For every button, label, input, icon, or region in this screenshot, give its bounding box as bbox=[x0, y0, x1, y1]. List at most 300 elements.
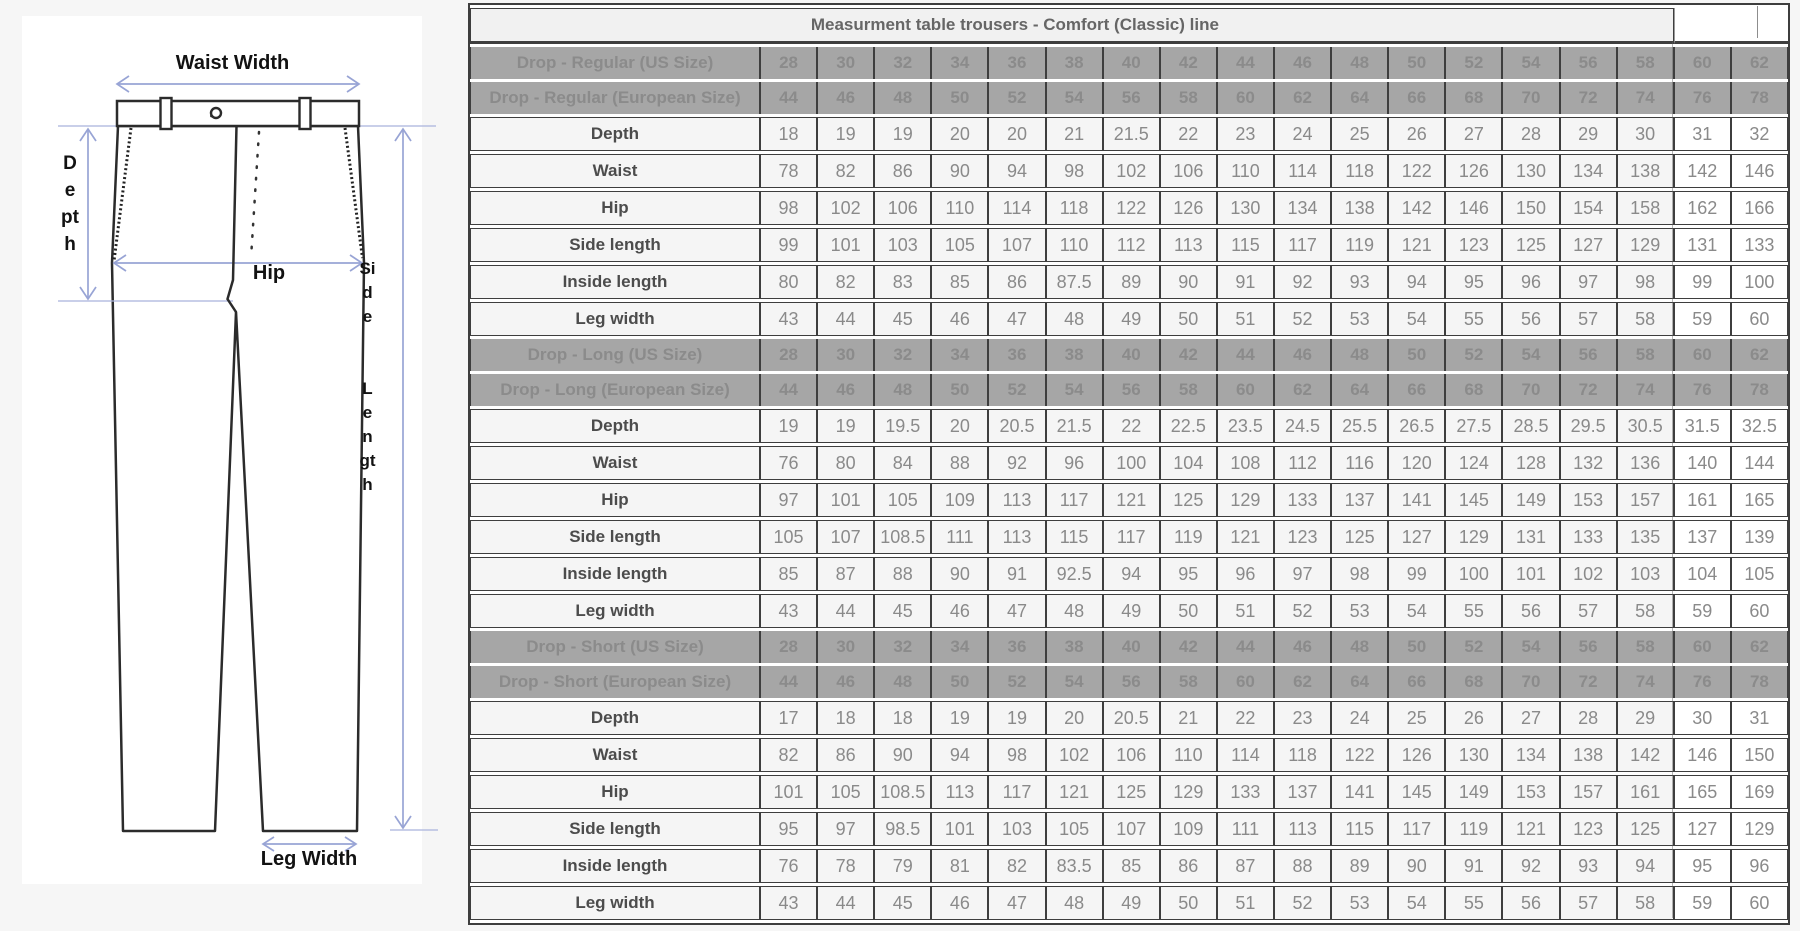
value-cell: 59 bbox=[1674, 594, 1731, 628]
value-cell: 45 bbox=[874, 302, 931, 336]
value-cell: 127 bbox=[1388, 520, 1445, 554]
value-cell: 121 bbox=[1046, 775, 1103, 809]
size-cell: 62 bbox=[1731, 339, 1788, 371]
value-cell: 22 bbox=[1103, 409, 1160, 443]
value-cell: 157 bbox=[1617, 483, 1674, 517]
value-cell: 111 bbox=[931, 520, 988, 554]
size-cell: 36 bbox=[988, 47, 1045, 79]
value-cell: 89 bbox=[1331, 849, 1388, 883]
value-cell: 46 bbox=[931, 886, 988, 920]
size-row-label: Drop - Long (European Size) bbox=[470, 374, 760, 406]
value-cell: 105 bbox=[1731, 557, 1788, 591]
value-cell: 17 bbox=[760, 701, 817, 735]
value-cell: 59 bbox=[1674, 886, 1731, 920]
size-cell: 56 bbox=[1560, 631, 1617, 663]
value-cell: 58 bbox=[1617, 594, 1674, 628]
value-cell: 44 bbox=[817, 886, 874, 920]
value-cell: 94 bbox=[1103, 557, 1160, 591]
value-cell: 91 bbox=[988, 557, 1045, 591]
size-cell: 46 bbox=[1274, 339, 1331, 371]
value-cell: 59 bbox=[1674, 302, 1731, 336]
value-cell: 131 bbox=[1502, 520, 1559, 554]
value-cell: 81 bbox=[931, 849, 988, 883]
measure-row bbox=[470, 701, 1788, 735]
size-cell: 48 bbox=[874, 666, 931, 698]
value-cell: 21.5 bbox=[1103, 117, 1160, 151]
value-cell: 114 bbox=[1217, 738, 1274, 772]
value-cell: 49 bbox=[1103, 594, 1160, 628]
depth-label: Depth bbox=[61, 153, 79, 255]
value-cell: 78 bbox=[760, 154, 817, 188]
value-cell: 31.5 bbox=[1674, 409, 1731, 443]
size-cell: 38 bbox=[1046, 339, 1103, 371]
value-cell: 27.5 bbox=[1445, 409, 1502, 443]
value-cell: 22 bbox=[1217, 701, 1274, 735]
value-cell: 119 bbox=[1445, 812, 1502, 846]
value-cell: 95 bbox=[1445, 265, 1502, 299]
value-cell: 162 bbox=[1674, 191, 1731, 225]
value-cell: 96 bbox=[1502, 265, 1559, 299]
value-cell: 19 bbox=[874, 117, 931, 151]
value-cell: 112 bbox=[1103, 228, 1160, 262]
size-cell: 74 bbox=[1617, 666, 1674, 698]
value-cell: 98 bbox=[988, 738, 1045, 772]
measure-row bbox=[470, 812, 1788, 846]
value-cell: 169 bbox=[1731, 775, 1788, 809]
size-row-us bbox=[470, 47, 1788, 79]
side-length-arrow bbox=[395, 129, 411, 828]
value-cell: 90 bbox=[931, 557, 988, 591]
value-cell: 138 bbox=[1560, 738, 1617, 772]
size-cell: 52 bbox=[1445, 47, 1502, 79]
value-cell: 55 bbox=[1445, 302, 1502, 336]
value-cell: 108.5 bbox=[874, 520, 931, 554]
size-cell: 44 bbox=[1217, 339, 1274, 371]
value-cell: 88 bbox=[931, 446, 988, 480]
value-cell: 133 bbox=[1217, 775, 1274, 809]
value-cell: 19 bbox=[931, 701, 988, 735]
value-cell: 121 bbox=[1388, 228, 1445, 262]
measure-row-label: Hip bbox=[470, 775, 760, 809]
value-cell: 96 bbox=[1046, 446, 1103, 480]
value-cell: 114 bbox=[988, 191, 1045, 225]
value-cell: 106 bbox=[1103, 738, 1160, 772]
value-cell: 21 bbox=[1046, 117, 1103, 151]
value-cell: 158 bbox=[1617, 191, 1674, 225]
table-header-row bbox=[470, 8, 1788, 44]
value-cell: 136 bbox=[1617, 446, 1674, 480]
value-cell: 122 bbox=[1103, 191, 1160, 225]
value-cell: 133 bbox=[1274, 483, 1331, 517]
value-cell: 53 bbox=[1331, 594, 1388, 628]
size-cell: 34 bbox=[931, 47, 988, 79]
size-cell: 52 bbox=[1445, 631, 1502, 663]
value-cell: 50 bbox=[1160, 594, 1217, 628]
value-cell: 43 bbox=[760, 886, 817, 920]
measure-row bbox=[470, 775, 1788, 809]
size-cell: 34 bbox=[931, 631, 988, 663]
value-cell: 135 bbox=[1617, 520, 1674, 554]
value-cell: 146 bbox=[1445, 191, 1502, 225]
measure-row-label: Inside length bbox=[470, 557, 760, 591]
value-cell: 166 bbox=[1731, 191, 1788, 225]
size-cell: 58 bbox=[1617, 47, 1674, 79]
value-cell: 24 bbox=[1331, 701, 1388, 735]
size-row-eu bbox=[470, 374, 1788, 406]
value-cell: 102 bbox=[1560, 557, 1617, 591]
value-cell: 48 bbox=[1046, 302, 1103, 336]
trousers-silhouette bbox=[112, 126, 364, 831]
measure-row-label: Waist bbox=[470, 738, 760, 772]
value-cell: 83.5 bbox=[1046, 849, 1103, 883]
value-cell: 60 bbox=[1731, 886, 1788, 920]
size-cell: 64 bbox=[1331, 666, 1388, 698]
value-cell: 96 bbox=[1217, 557, 1274, 591]
value-cell: 98 bbox=[760, 191, 817, 225]
value-cell: 87.5 bbox=[1046, 265, 1103, 299]
value-cell: 140 bbox=[1674, 446, 1731, 480]
value-cell: 60 bbox=[1731, 302, 1788, 336]
value-cell: 90 bbox=[874, 738, 931, 772]
value-cell: 112 bbox=[1274, 446, 1331, 480]
value-cell: 20 bbox=[931, 409, 988, 443]
value-cell: 99 bbox=[760, 228, 817, 262]
value-cell: 98 bbox=[1331, 557, 1388, 591]
value-cell: 108.5 bbox=[874, 775, 931, 809]
value-cell: 99 bbox=[1388, 557, 1445, 591]
value-cell: 110 bbox=[1046, 228, 1103, 262]
measure-row bbox=[470, 886, 1788, 920]
size-cell: 46 bbox=[1274, 47, 1331, 79]
value-cell: 101 bbox=[931, 812, 988, 846]
value-cell: 138 bbox=[1331, 191, 1388, 225]
value-cell: 125 bbox=[1617, 812, 1674, 846]
size-cell: 54 bbox=[1502, 631, 1559, 663]
size-cell: 52 bbox=[1445, 339, 1502, 371]
measure-row bbox=[470, 409, 1788, 443]
size-cell: 56 bbox=[1103, 82, 1160, 114]
value-cell: 126 bbox=[1160, 191, 1217, 225]
size-cell: 30 bbox=[817, 339, 874, 371]
value-cell: 146 bbox=[1731, 154, 1788, 188]
measure-row bbox=[470, 191, 1788, 225]
size-cell: 56 bbox=[1103, 374, 1160, 406]
size-cell: 48 bbox=[874, 374, 931, 406]
measure-row bbox=[470, 594, 1788, 628]
value-cell: 120 bbox=[1388, 446, 1445, 480]
measure-row-label: Depth bbox=[470, 701, 760, 735]
measure-row-label: Inside length bbox=[470, 849, 760, 883]
measure-row-label: Side length bbox=[470, 228, 760, 262]
value-cell: 97 bbox=[817, 812, 874, 846]
value-cell: 125 bbox=[1331, 520, 1388, 554]
size-cell: 78 bbox=[1731, 666, 1788, 698]
value-cell: 154 bbox=[1560, 191, 1617, 225]
value-cell: 117 bbox=[988, 775, 1045, 809]
size-cell: 72 bbox=[1560, 82, 1617, 114]
size-cell: 70 bbox=[1502, 666, 1559, 698]
value-cell: 57 bbox=[1560, 594, 1617, 628]
value-cell: 101 bbox=[817, 228, 874, 262]
value-cell: 82 bbox=[817, 154, 874, 188]
value-cell: 87 bbox=[1217, 849, 1274, 883]
value-cell: 30 bbox=[1674, 701, 1731, 735]
size-cell: 52 bbox=[988, 666, 1045, 698]
value-cell: 117 bbox=[1274, 228, 1331, 262]
measure-row bbox=[470, 849, 1788, 883]
value-cell: 20 bbox=[988, 117, 1045, 151]
size-cell: 62 bbox=[1731, 47, 1788, 79]
value-cell: 19 bbox=[817, 409, 874, 443]
value-cell: 19 bbox=[817, 117, 874, 151]
value-cell: 55 bbox=[1445, 594, 1502, 628]
value-cell: 100 bbox=[1731, 265, 1788, 299]
value-cell: 43 bbox=[760, 302, 817, 336]
value-cell: 20 bbox=[1046, 701, 1103, 735]
value-cell: 82 bbox=[988, 849, 1045, 883]
value-cell: 97 bbox=[1274, 557, 1331, 591]
value-cell: 93 bbox=[1560, 849, 1617, 883]
value-cell: 19.5 bbox=[874, 409, 931, 443]
value-cell: 165 bbox=[1731, 483, 1788, 517]
value-cell: 28.5 bbox=[1502, 409, 1559, 443]
size-cell: 46 bbox=[1274, 631, 1331, 663]
size-cell: 62 bbox=[1731, 631, 1788, 663]
value-cell: 113 bbox=[988, 483, 1045, 517]
value-cell: 94 bbox=[931, 738, 988, 772]
value-cell: 50 bbox=[1160, 302, 1217, 336]
size-cell: 68 bbox=[1445, 666, 1502, 698]
header-blank-cell bbox=[1674, 8, 1788, 44]
waist-width-arrow bbox=[117, 76, 359, 92]
value-cell: 25.5 bbox=[1331, 409, 1388, 443]
size-cell: 50 bbox=[1388, 631, 1445, 663]
size-cell: 40 bbox=[1103, 339, 1160, 371]
value-cell: 29.5 bbox=[1560, 409, 1617, 443]
value-cell: 91 bbox=[1445, 849, 1502, 883]
value-cell: 47 bbox=[988, 886, 1045, 920]
size-cell: 54 bbox=[1046, 82, 1103, 114]
measure-row-label: Leg width bbox=[470, 886, 760, 920]
value-cell: 93 bbox=[1331, 265, 1388, 299]
value-cell: 29 bbox=[1560, 117, 1617, 151]
value-cell: 107 bbox=[988, 228, 1045, 262]
value-cell: 46 bbox=[931, 302, 988, 336]
size-cell: 50 bbox=[1388, 47, 1445, 79]
measure-row-label: Waist bbox=[470, 154, 760, 188]
value-cell: 23.5 bbox=[1217, 409, 1274, 443]
size-cell: 42 bbox=[1160, 339, 1217, 371]
value-cell: 102 bbox=[1103, 154, 1160, 188]
size-cell: 56 bbox=[1103, 666, 1160, 698]
trousers-size-diagram bbox=[0, 0, 468, 931]
value-cell: 104 bbox=[1160, 446, 1217, 480]
value-cell: 129 bbox=[1217, 483, 1274, 517]
value-cell: 51 bbox=[1217, 594, 1274, 628]
value-cell: 113 bbox=[988, 520, 1045, 554]
container-edge-line bbox=[1672, 42, 1673, 918]
value-cell: 142 bbox=[1617, 738, 1674, 772]
size-cell: 58 bbox=[1160, 82, 1217, 114]
measure-row bbox=[470, 228, 1788, 262]
measure-row bbox=[470, 117, 1788, 151]
value-cell: 26 bbox=[1445, 701, 1502, 735]
size-cell: 62 bbox=[1274, 666, 1331, 698]
value-cell: 150 bbox=[1502, 191, 1559, 225]
value-cell: 101 bbox=[1502, 557, 1559, 591]
value-cell: 121 bbox=[1217, 520, 1274, 554]
size-row-us bbox=[470, 339, 1788, 371]
value-cell: 20 bbox=[931, 117, 988, 151]
measure-row bbox=[470, 154, 1788, 188]
value-cell: 54 bbox=[1388, 302, 1445, 336]
value-cell: 153 bbox=[1502, 775, 1559, 809]
value-cell: 131 bbox=[1674, 228, 1731, 262]
value-cell: 24.5 bbox=[1274, 409, 1331, 443]
value-cell: 137 bbox=[1674, 520, 1731, 554]
value-cell: 125 bbox=[1160, 483, 1217, 517]
value-cell: 100 bbox=[1445, 557, 1502, 591]
size-cell: 60 bbox=[1217, 666, 1274, 698]
measure-row-label: Leg width bbox=[470, 302, 760, 336]
size-cell: 48 bbox=[1331, 339, 1388, 371]
size-cell: 44 bbox=[760, 666, 817, 698]
value-cell: 110 bbox=[1217, 154, 1274, 188]
size-cell: 58 bbox=[1160, 666, 1217, 698]
value-cell: 108 bbox=[1217, 446, 1274, 480]
value-cell: 118 bbox=[1046, 191, 1103, 225]
value-cell: 105 bbox=[874, 483, 931, 517]
header-blank-divider bbox=[1757, 6, 1758, 38]
size-cell: 46 bbox=[817, 82, 874, 114]
value-cell: 26.5 bbox=[1388, 409, 1445, 443]
value-cell: 84 bbox=[874, 446, 931, 480]
value-cell: 129 bbox=[1160, 775, 1217, 809]
value-cell: 54 bbox=[1388, 886, 1445, 920]
value-cell: 31 bbox=[1731, 701, 1788, 735]
waist-width-label: Waist Width bbox=[175, 52, 290, 74]
size-cell: 78 bbox=[1731, 374, 1788, 406]
measurement-table bbox=[468, 3, 1790, 925]
size-cell: 76 bbox=[1674, 374, 1731, 406]
value-cell: 122 bbox=[1331, 738, 1388, 772]
value-cell: 110 bbox=[1160, 738, 1217, 772]
value-cell: 106 bbox=[1160, 154, 1217, 188]
measure-row-label: Side length bbox=[470, 520, 760, 554]
size-cell: 70 bbox=[1502, 82, 1559, 114]
value-cell: 117 bbox=[1103, 520, 1160, 554]
value-cell: 45 bbox=[874, 594, 931, 628]
value-cell: 114 bbox=[1274, 154, 1331, 188]
value-cell: 50 bbox=[1160, 886, 1217, 920]
value-cell: 126 bbox=[1388, 738, 1445, 772]
measure-row-label: Side length bbox=[470, 812, 760, 846]
value-cell: 123 bbox=[1274, 520, 1331, 554]
measure-row bbox=[470, 302, 1788, 336]
value-cell: 23 bbox=[1217, 117, 1274, 151]
measure-row-label: Inside length bbox=[470, 265, 760, 299]
size-cell: 72 bbox=[1560, 666, 1617, 698]
hip-label: Hip bbox=[252, 262, 286, 284]
size-cell: 50 bbox=[931, 374, 988, 406]
value-cell: 115 bbox=[1331, 812, 1388, 846]
measure-row bbox=[470, 557, 1788, 591]
value-cell: 153 bbox=[1560, 483, 1617, 517]
value-cell: 118 bbox=[1331, 154, 1388, 188]
value-cell: 109 bbox=[1160, 812, 1217, 846]
value-cell: 56 bbox=[1502, 302, 1559, 336]
value-cell: 129 bbox=[1445, 520, 1502, 554]
size-row-label: Drop - Regular (US Size) bbox=[470, 47, 760, 79]
size-cell: 56 bbox=[1560, 47, 1617, 79]
size-cell: 58 bbox=[1617, 631, 1674, 663]
value-cell: 24 bbox=[1274, 117, 1331, 151]
size-cell: 56 bbox=[1560, 339, 1617, 371]
value-cell: 44 bbox=[817, 594, 874, 628]
value-cell: 129 bbox=[1617, 228, 1674, 262]
value-cell: 51 bbox=[1217, 302, 1274, 336]
value-cell: 21.5 bbox=[1046, 409, 1103, 443]
value-cell: 157 bbox=[1560, 775, 1617, 809]
size-cell: 58 bbox=[1617, 339, 1674, 371]
value-cell: 111 bbox=[1217, 812, 1274, 846]
measure-row bbox=[470, 483, 1788, 517]
measure-row-label: Hip bbox=[470, 483, 760, 517]
value-cell: 141 bbox=[1388, 483, 1445, 517]
value-cell: 129 bbox=[1731, 812, 1788, 846]
value-cell: 150 bbox=[1731, 738, 1788, 772]
value-cell: 115 bbox=[1217, 228, 1274, 262]
size-cell: 38 bbox=[1046, 47, 1103, 79]
value-cell: 79 bbox=[874, 849, 931, 883]
measurement-table-wrap bbox=[468, 3, 1790, 925]
value-cell: 20.5 bbox=[1103, 701, 1160, 735]
value-cell: 18 bbox=[760, 117, 817, 151]
value-cell: 116 bbox=[1331, 446, 1388, 480]
size-cell: 76 bbox=[1674, 82, 1731, 114]
value-cell: 21 bbox=[1160, 701, 1217, 735]
value-cell: 107 bbox=[817, 520, 874, 554]
value-cell: 52 bbox=[1274, 886, 1331, 920]
value-cell: 119 bbox=[1160, 520, 1217, 554]
size-cell: 54 bbox=[1502, 47, 1559, 79]
waist-button-hole bbox=[210, 115, 213, 118]
size-cell: 32 bbox=[874, 47, 931, 79]
size-cell: 44 bbox=[760, 374, 817, 406]
value-cell: 54 bbox=[1388, 594, 1445, 628]
value-cell: 161 bbox=[1674, 483, 1731, 517]
value-cell: 137 bbox=[1331, 483, 1388, 517]
size-cell: 66 bbox=[1388, 374, 1445, 406]
value-cell: 80 bbox=[760, 265, 817, 299]
value-cell: 32 bbox=[1731, 117, 1788, 151]
size-cell: 32 bbox=[874, 631, 931, 663]
value-cell: 27 bbox=[1445, 117, 1502, 151]
size-row-eu bbox=[470, 82, 1788, 114]
value-cell: 48 bbox=[1046, 886, 1103, 920]
value-cell: 104 bbox=[1674, 557, 1731, 591]
size-cell: 28 bbox=[760, 339, 817, 371]
size-cell: 52 bbox=[988, 374, 1045, 406]
value-cell: 105 bbox=[817, 775, 874, 809]
size-row-label: Drop - Long (US Size) bbox=[470, 339, 760, 371]
value-cell: 86 bbox=[988, 265, 1045, 299]
value-cell: 83 bbox=[874, 265, 931, 299]
value-cell: 53 bbox=[1331, 302, 1388, 336]
size-cell: 72 bbox=[1560, 374, 1617, 406]
value-cell: 56 bbox=[1502, 594, 1559, 628]
value-cell: 118 bbox=[1274, 738, 1331, 772]
